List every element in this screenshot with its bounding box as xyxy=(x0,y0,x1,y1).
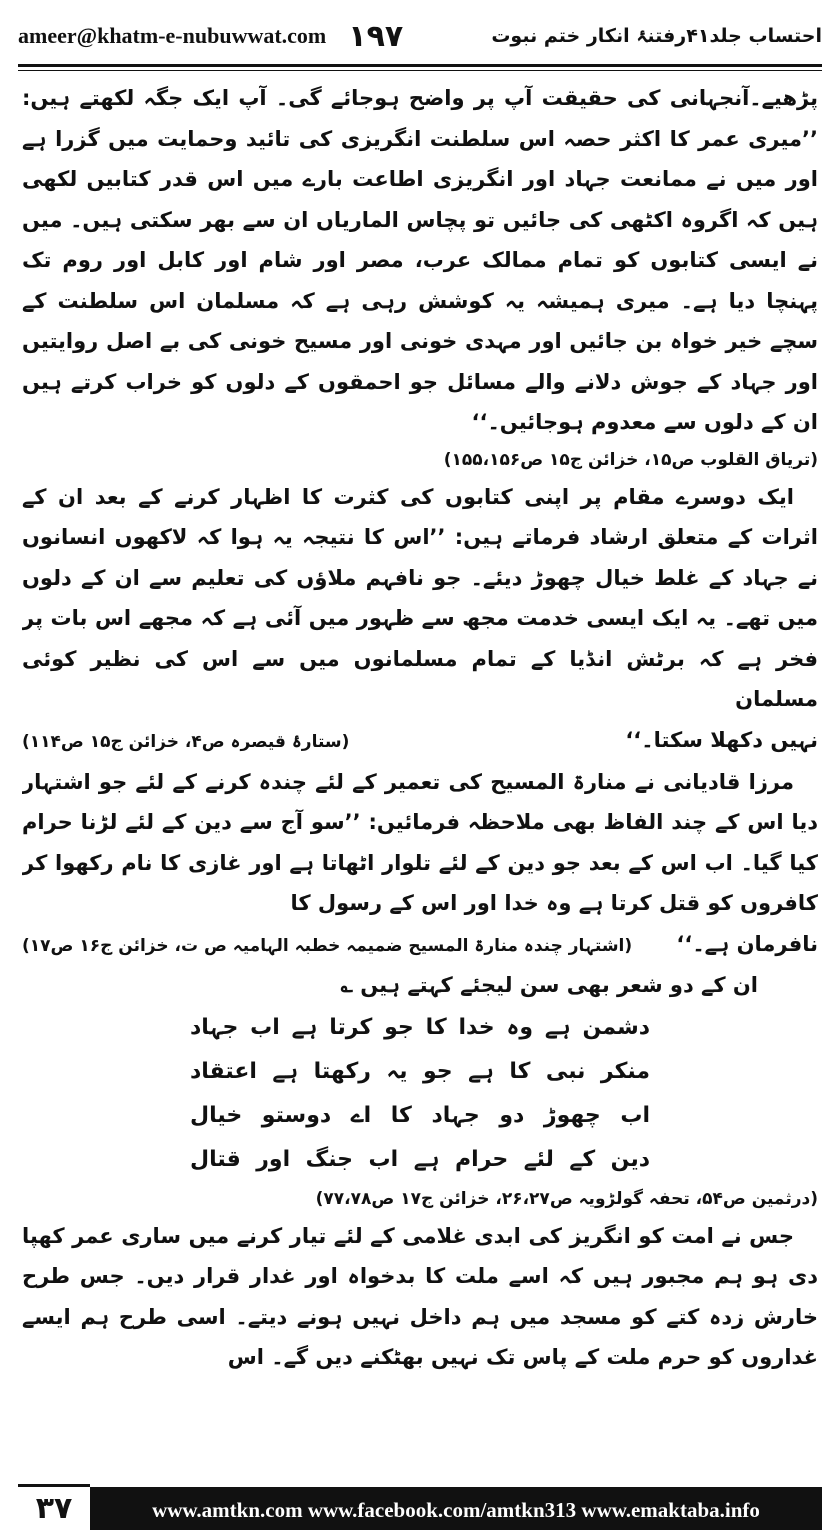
verse-line: اب چھوڑ دو جہاد کا اے دوستو خیال xyxy=(190,1102,650,1128)
paragraph-3-end xyxy=(22,924,818,966)
verse-line: دین کے لئے حرام ہے اب جنگ اور قتال xyxy=(190,1146,650,1172)
footer-page-number: ۳۷ xyxy=(18,1484,90,1531)
paragraph-4: جس نے امت کو انگریز کی ابدی غلامی کے لئے تیار کرنے میں ساری عمر کھپا دی ہو ہم مجبور ہیں کہ اسے ملت کا بدخواہ اور غدار قرار دیں۔ جس طرح خارش زدہ کتے کو مسجد میں ہم داخل نہیں ہونے دیتے۔ اسی طرح ہم ایسے غداروں کو حرم ملت کے پاس تک نہیں بھٹکنے دیں گے۔ اس xyxy=(22,1223,818,1369)
header-left xyxy=(18,19,403,54)
paragraph-2-last-line: نہیں دکھلا سکتا۔‘‘ xyxy=(625,727,818,752)
footer-links[interactable]: www.amtkn.com www.facebook.com/amtkn313 www.emaktaba.info xyxy=(90,1487,822,1530)
paragraph-3: مرزا قادیانی نے منارۃ المسیح کی تعمیر کے لئے چندہ کرنے کے لئے جو اشتہار دیا اس کے چند الفاظ بھی ملاحظہ فرمائیں: ’’سو آج سے دین کے لئے لڑنا حرام کیا گیا۔ اب اس کے بعد جو دین کے لئے تلوار اٹھاتا ہے اور غازی کا نام رکھوا کر کافروں کو قتل کرتا ہے وہ خدا اور اس کے رسول کا xyxy=(22,769,818,915)
paragraph-1: پڑھیے۔آنجہانی کی حقیقت آپ پر واضح ہوجائے گی۔ آپ ایک جگہ لکھتے ہیں: ’’میری عمر کا اکثر حصہ اس سلطنت انگریزی کی تائید وحمایت میں گزرا ہے اور میں نے ممانعت جہاد اور انگریزی اطاعت بارے میں اس قدر کتابیں لکھی ہیں کہ اگروہ اکٹھی کی جائیں تو پچاس الماریاں ان سے بھر سکتی ہیں۔ میں نے ایسی کتابوں کو تمام ممالک عرب، مصر اور شام اور کابل اور روم تک پہنچا دیا ہے۔ میری ہمیشہ یہ کوشش رہی ہے کہ مسلمان اس سلطنت کے سچے خیر خواہ بن جائیں اور مہدی خونی اور مسیح خونی کی بے اصل روایتیں اور جہاد کے جوش دلانے والے مسائل جو احمقوں کے دلوں کو خراب کرتے ہیں ان کے دلوں سے معدوم ہوجائیں۔‘‘ xyxy=(22,86,818,434)
verse-intro: ان کے دو شعر بھی سن لیجئے کہتے ہیں ؎ xyxy=(340,972,758,997)
citation-4: (درثمین ص۵۴، تحفہ گولڑویہ ص۲۶،۲۷، خزائن ج۱۷ ص۷۷،۷۸) xyxy=(315,1188,818,1209)
paragraph-3-last-line: نافرمان ہے۔‘‘ xyxy=(676,931,818,956)
paragraph-2: ایک دوسرے مقام پر اپنی کتابوں کی کثرت کا اظہار کرنے کے بعد ان کے اثرات کے متعلق ارشاد فرماتے ہیں: ’’اس کا نتیجہ یہ ہوا کہ لاکھوں انسانوں نے جہاد کے غلط خیال چھوڑ دیئے۔ جو نافہم ملاؤں کی تعلیم سے ان کے دلوں میں تھے۔ یہ ایک ایسی خدمت مجھ سے ظہور میں آئی ہے کہ مجھے اس بات پر فخر ہے کہ برٹش انڈیا کے تمام مسلمانوں میں سے اس کی نظیر کوئی مسلمان xyxy=(22,484,818,711)
header-rule-thick xyxy=(18,64,822,67)
verse-block xyxy=(190,1006,650,1182)
citation-3: (اشتہار چندہ منارۃ المسیح ضمیمہ خطبہ الہامیہ ص ت، خزائن ج۱۶ ص۱۷) xyxy=(22,935,633,956)
page-body xyxy=(22,78,818,1478)
citation-1: (تریاق القلوب ص۱۵، خزائن ج۱۵ ص۱۵۵،۱۵۶) xyxy=(443,449,818,470)
running-title: احتساب جلد۴۱رفتنۂ انکار ختم نبوت xyxy=(491,25,822,47)
page-header xyxy=(18,14,822,58)
header-rule-thin xyxy=(18,70,822,71)
verse-line: دشمن ہے وہ خدا کا جو کرتا ہے اب جہاد xyxy=(190,1014,650,1040)
paragraph-2-end xyxy=(22,720,818,762)
page-footer xyxy=(18,1484,822,1530)
verse-line: منکر نبی کا ہے جو یہ رکھتا ہے اعتقاد xyxy=(190,1058,650,1084)
citation-2: (ستارۂ قیصرہ ص۴، خزائن ج۱۵ ص۱۱۴) xyxy=(22,731,350,752)
header-email[interactable]: ameer@khatm-e-nubuwwat.com xyxy=(18,23,327,48)
page-number: ۱۹۷ xyxy=(348,18,404,54)
